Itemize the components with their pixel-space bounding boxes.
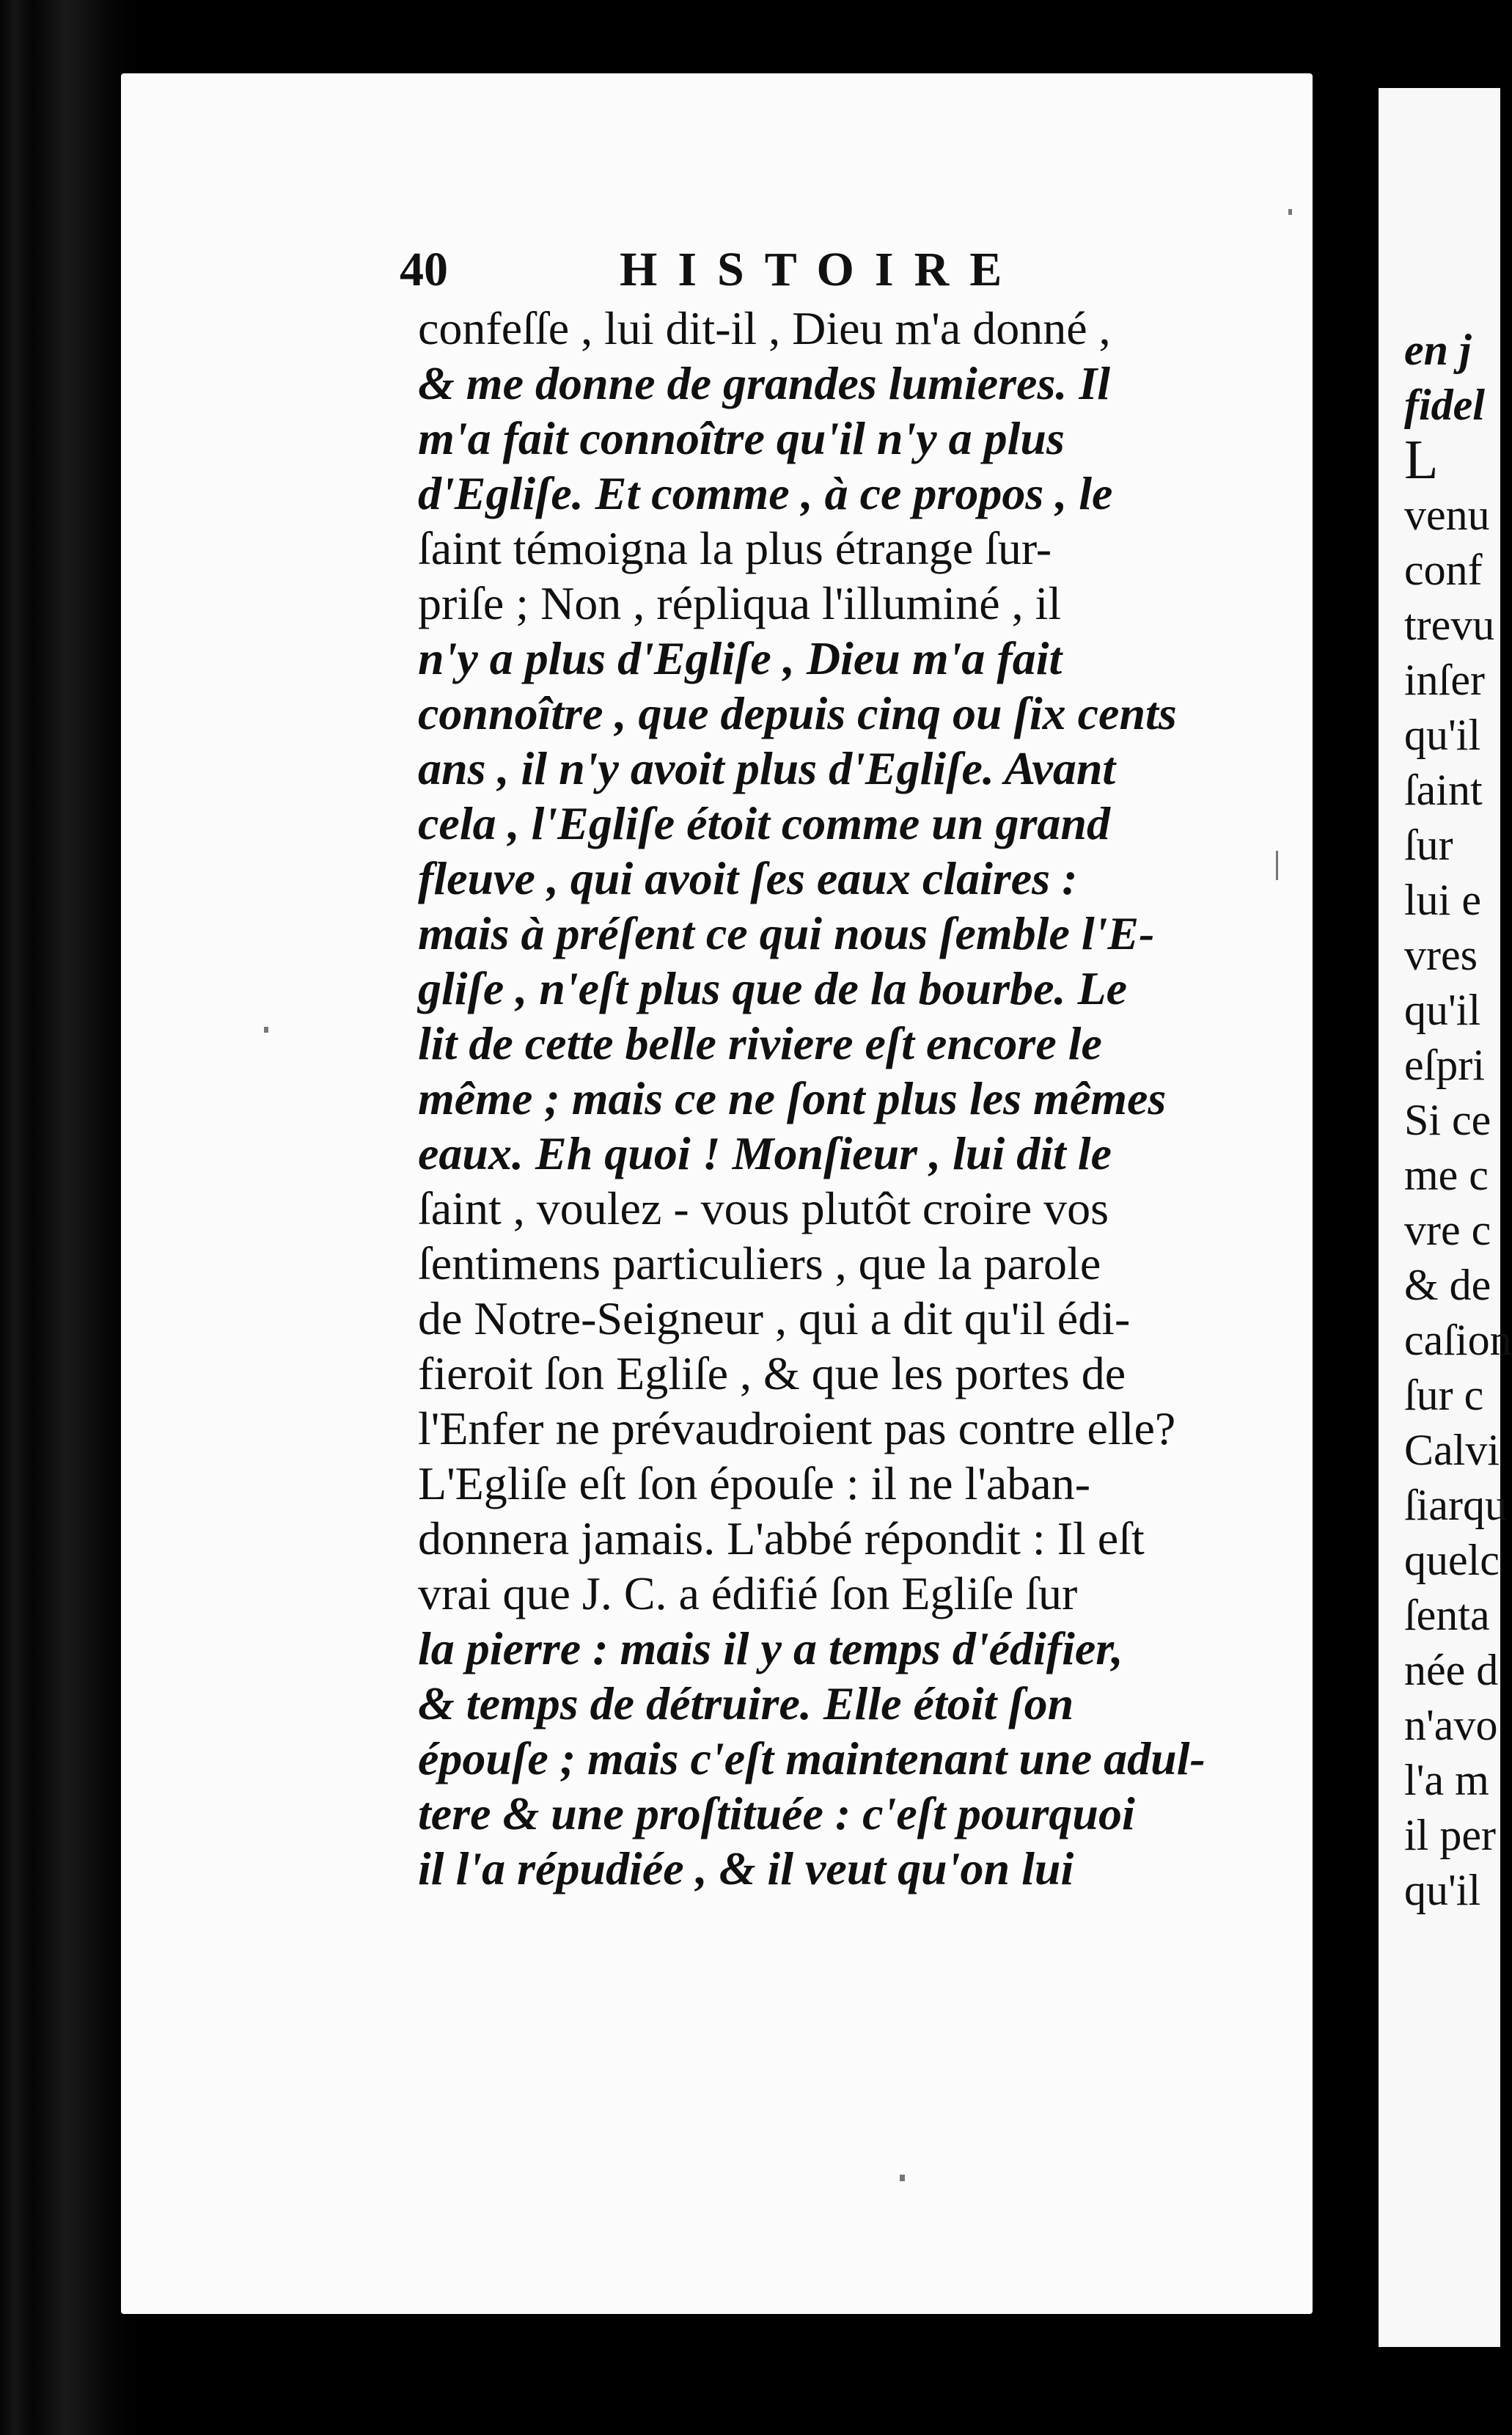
- text-line: eaux. Eh quoi ! Monſieur , lui dit le: [418, 1127, 1112, 1179]
- facing-text-line: en j: [1404, 326, 1472, 374]
- text-line: fieroit ſon Egliſe , & que les portes de: [418, 1347, 1126, 1399]
- text-line: l'Enfer ne prévaudroient pas contre elle?: [418, 1402, 1176, 1454]
- facing-page-text-fragment: [1404, 323, 1512, 1918]
- facing-text-line: qu'il: [1404, 711, 1481, 759]
- text-line: il l'a répudiée , & il veut qu'on lui: [418, 1842, 1074, 1894]
- page-speck: [1276, 851, 1278, 880]
- facing-text-line: ſenta: [1404, 1591, 1490, 1639]
- facing-text-line: & de: [1404, 1261, 1491, 1309]
- facing-text-line: trevu: [1404, 601, 1495, 649]
- facing-text-line: vre c: [1404, 1206, 1491, 1254]
- text-line: d'Egliſe. Et comme , à ce propos , le: [418, 467, 1113, 519]
- text-line: & me donne de grandes lumieres. Il: [418, 357, 1111, 409]
- facing-text-line: inſer: [1404, 656, 1485, 704]
- facing-text-line: me c: [1404, 1151, 1489, 1199]
- facing-text-line: Si ce: [1404, 1096, 1491, 1144]
- text-line: cela , l'Egliſe étoit comme un grand: [418, 797, 1110, 849]
- facing-text-line: caſion: [1404, 1316, 1512, 1364]
- facing-text-line: venu: [1404, 491, 1490, 539]
- main-text-column: [418, 301, 1276, 1896]
- facing-text-line: qu'il: [1404, 986, 1481, 1034]
- text-line: & temps de détruire. Elle étoit ſon: [418, 1677, 1074, 1729]
- facing-text-line: eſpri: [1404, 1041, 1485, 1089]
- text-line: même ; mais ce ne ſont plus les mêmes: [418, 1072, 1167, 1124]
- book-binding-edge: [0, 0, 139, 2435]
- text-line: fleuve , qui avoit ſes eaux claires :: [418, 852, 1078, 904]
- text-line: n'y a plus d'Egliſe , Dieu m'a fait: [418, 632, 1063, 684]
- facing-text-line: ſiarqu: [1404, 1481, 1507, 1529]
- text-line: mais à préſent ce qui nous ſemble l'E-: [418, 907, 1155, 959]
- page-gutter-shadow: [1313, 73, 1379, 2387]
- facing-text-line: vres: [1404, 931, 1478, 979]
- page-number: 40: [400, 243, 448, 296]
- text-line: confeſſe , lui dit-il , Dieu m'a donné ,: [418, 302, 1111, 354]
- page-speck: [1288, 209, 1292, 215]
- text-line: m'a fait connoître qu'il n'y a plus: [418, 412, 1065, 464]
- running-title: HISTOIRE: [620, 243, 1023, 296]
- text-line: connoître , que depuis cinq ou ſix cents: [418, 687, 1177, 739]
- facing-text-line: qu'il: [1404, 1866, 1481, 1914]
- text-line: ans , il n'y avoit plus d'Egliſe. Avant: [418, 742, 1116, 794]
- text-line: la pierre : mais il y a temps d'édifier,: [418, 1622, 1123, 1674]
- text-line: vrai que J. C. a édifié ſon Egliſe ſur: [418, 1567, 1078, 1619]
- facing-text-line: née d: [1404, 1646, 1499, 1694]
- text-line: de Notre-Seigneur , qui a dit qu'il édi-: [418, 1292, 1131, 1344]
- facing-text-line: ſur: [1404, 821, 1453, 869]
- facing-text-line: ſaint: [1404, 766, 1483, 814]
- facing-text-line: quelc: [1404, 1536, 1500, 1584]
- text-line: tere & une proſtituée : c'eſt pourquoi: [418, 1787, 1135, 1839]
- text-line: gliſe , n'eſt plus que de la bourbe. Le: [418, 962, 1128, 1014]
- page-speck: [900, 2175, 905, 2181]
- facing-text-line: lui e: [1404, 876, 1481, 924]
- facing-text-line: n'avo: [1404, 1701, 1498, 1749]
- text-line: donnera jamais. L'abbé répondit : Il eſt: [418, 1512, 1145, 1564]
- facing-text-line: il per: [1404, 1811, 1496, 1859]
- facing-text-line: Calvi: [1404, 1426, 1500, 1474]
- text-line: ſaint , voulez - vous plutôt croire vos: [418, 1182, 1109, 1234]
- text-line: épouſe ; mais c'eſt maintenant une adul-: [418, 1732, 1205, 1784]
- text-line: priſe ; Non , répliqua l'illuminé , il: [418, 577, 1062, 629]
- text-line: ſentimens particuliers , que la parole: [418, 1237, 1101, 1289]
- text-line: L'Egliſe eſt ſon épouſe : il ne l'aban-: [418, 1457, 1090, 1509]
- facing-text-line: conf: [1404, 546, 1483, 594]
- text-line: ſaint témoigna la plus étrange ſur-: [418, 522, 1052, 574]
- facing-text-line: fidel: [1404, 381, 1485, 429]
- facing-text-line: L: [1404, 429, 1439, 491]
- facing-text-line: l'a m: [1404, 1756, 1489, 1804]
- facing-text-line: ſur c: [1404, 1371, 1484, 1419]
- page-speck: [264, 1027, 268, 1033]
- text-line: lit de cette belle riviere eſt encore le: [418, 1017, 1102, 1069]
